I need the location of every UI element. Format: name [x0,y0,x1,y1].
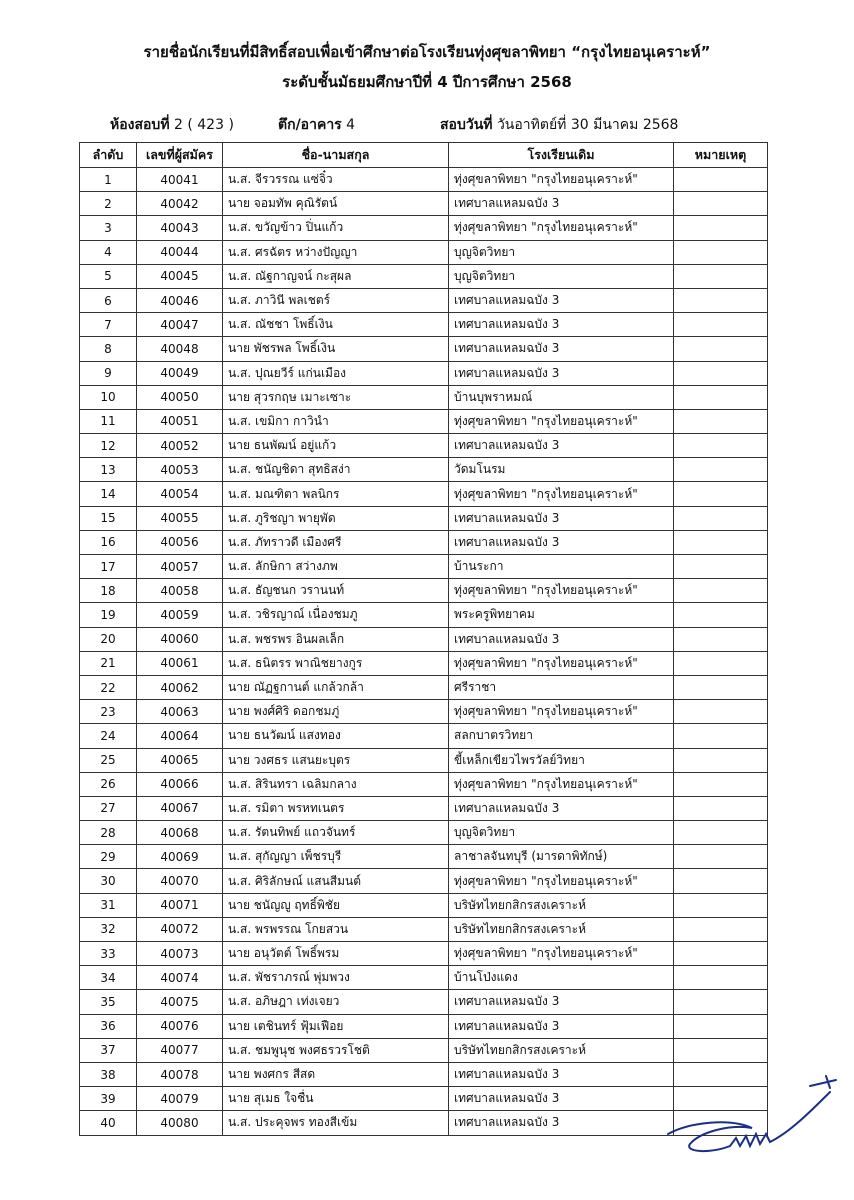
table-row [80,530,768,554]
row-order-cell: 27 [80,796,137,820]
row-full-name-cell: น.ส. ลักษิกา สว่างภพ [223,555,449,579]
row-remarks-cell [674,1014,768,1038]
row-remarks-cell [674,1038,768,1062]
table-body [80,168,768,1136]
row-applicant-id-cell: 40060 [137,627,223,651]
row-order-cell: 39 [80,1087,137,1111]
row-full-name-cell: นาย ณัฏฐกานต์ แกล้วกล้า [223,675,449,699]
row-applicant-id-cell: 40043 [137,216,223,240]
table-row [80,361,768,385]
row-applicant-id-cell: 40062 [137,675,223,699]
row-full-name-cell: น.ส. ภัทราวดี เมืองศรี [223,530,449,554]
row-remarks-cell [674,385,768,409]
row-previous-school-cell: ทุ่งศุขลาพิทยา "กรุงไทยอนุเคราะห์" [449,942,674,966]
row-applicant-id-cell: 40069 [137,845,223,869]
row-order-cell: 11 [80,409,137,433]
row-previous-school-cell: บ้านบุพราหมณ์ [449,385,674,409]
row-full-name-cell: น.ส. พรพรรณ โกยสวน [223,917,449,941]
signature-image [660,1072,840,1162]
table-row [80,869,768,893]
row-order-cell: 2 [80,192,137,216]
column-header-remarks: หมายเหตุ [674,143,768,168]
row-full-name-cell: นาย ธนวัฒน์ แสงทอง [223,724,449,748]
table-row [80,313,768,337]
exam-date-info [440,114,678,136]
table-header-row [80,143,768,168]
row-remarks-cell [674,216,768,240]
table-row [80,458,768,482]
row-full-name-cell: น.ส. รัตนทิพย์ แถวจันทร์ [223,821,449,845]
row-full-name-cell: นาย พัชรพล โพธิ์เงิน [223,337,449,361]
row-previous-school-cell: เทศบาลแหลมฉบัง 3 [449,192,674,216]
row-remarks-cell [674,555,768,579]
table-row [80,216,768,240]
row-previous-school-cell: ทุ่งศุขลาพิทยา "กรุงไทยอนุเคราะห์" [449,216,674,240]
row-order-cell: 40 [80,1111,137,1135]
row-previous-school-cell: เทศบาลแหลมฉบัง 3 [449,506,674,530]
table-row [80,627,768,651]
column-header-order: ลำดับ [80,143,137,168]
row-full-name-cell: น.ส. อภิษฎา เท่งเจยว [223,990,449,1014]
row-remarks-cell [674,627,768,651]
row-previous-school-cell: เทศบาลแหลมฉบัง 3 [449,361,674,385]
row-applicant-id-cell: 40073 [137,942,223,966]
exam-room-info [110,114,234,136]
row-previous-school-cell: ขี้เหล็กเขียวไพรวัลย์วิทยา [449,748,674,772]
row-full-name-cell: น.ส. ธนิตรร พาณิชยางกูร [223,651,449,675]
row-remarks-cell [674,893,768,917]
row-previous-school-cell: สลกบาตรวิทยา [449,724,674,748]
row-full-name-cell: นาย เตชินทร์ ฟุ้มเฟือย [223,1014,449,1038]
building-label: ตึก/อาคาร [278,117,342,133]
row-order-cell: 21 [80,651,137,675]
row-order-cell: 25 [80,748,137,772]
row-previous-school-cell: ทุ่งศุขลาพิทยา "กรุงไทยอนุเคราะห์" [449,482,674,506]
table-row [80,555,768,579]
row-applicant-id-cell: 40076 [137,1014,223,1038]
table-row [80,434,768,458]
row-applicant-id-cell: 40048 [137,337,223,361]
row-full-name-cell: นาย วงศธร แสนยะบุตร [223,748,449,772]
row-previous-school-cell: บุญจิตวิทยา [449,240,674,264]
row-previous-school-cell: เทศบาลแหลมฉบัง 3 [449,1014,674,1038]
row-order-cell: 23 [80,700,137,724]
row-order-cell: 5 [80,264,137,288]
table-row [80,675,768,699]
row-applicant-id-cell: 40068 [137,821,223,845]
row-remarks-cell [674,482,768,506]
row-order-cell: 22 [80,675,137,699]
row-applicant-id-cell: 40064 [137,724,223,748]
row-applicant-id-cell: 40045 [137,264,223,288]
row-applicant-id-cell: 40057 [137,555,223,579]
row-applicant-id-cell: 40072 [137,917,223,941]
table-row [80,579,768,603]
row-remarks-cell [674,675,768,699]
row-remarks-cell [674,192,768,216]
row-applicant-id-cell: 40071 [137,893,223,917]
row-full-name-cell: น.ส. พัชราภรณ์ พุ่มพวง [223,966,449,990]
row-previous-school-cell: ทุ่งศุขลาพิทยา "กรุงไทยอนุเคราะห์" [449,700,674,724]
row-order-cell: 29 [80,845,137,869]
row-previous-school-cell: เทศบาลแหลมฉบัง 3 [449,530,674,554]
row-previous-school-cell: เทศบาลแหลมฉบัง 3 [449,796,674,820]
row-order-cell: 31 [80,893,137,917]
row-order-cell: 15 [80,506,137,530]
table-row [80,385,768,409]
row-order-cell: 30 [80,869,137,893]
row-remarks-cell [674,724,768,748]
row-applicant-id-cell: 40066 [137,772,223,796]
row-previous-school-cell: บริษัทไทยกสิกรสงเคราะห์ [449,1038,674,1062]
row-applicant-id-cell: 40042 [137,192,223,216]
table-row [80,772,768,796]
row-remarks-cell [674,990,768,1014]
row-remarks-cell [674,651,768,675]
table-row [80,337,768,361]
table-row [80,700,768,724]
row-full-name-cell: น.ส. มณฑิตา พลนิกร [223,482,449,506]
row-order-cell: 10 [80,385,137,409]
row-full-name-cell: นาย จอมทัพ คุณิรัตน์ [223,192,449,216]
table-row [80,821,768,845]
row-remarks-cell [674,361,768,385]
row-previous-school-cell: เทศบาลแหลมฉบัง 3 [449,1087,674,1111]
row-order-cell: 33 [80,942,137,966]
row-applicant-id-cell: 40041 [137,168,223,192]
row-full-name-cell: น.ส. สิรินทรา เฉลิมกลาง [223,772,449,796]
row-remarks-cell [674,530,768,554]
row-remarks-cell [674,168,768,192]
row-remarks-cell [674,700,768,724]
table-row [80,845,768,869]
row-previous-school-cell: ศรีราชา [449,675,674,699]
row-previous-school-cell: พระครูพิทยาคม [449,603,674,627]
row-order-cell: 13 [80,458,137,482]
row-remarks-cell [674,337,768,361]
row-full-name-cell: น.ส. วชิรญาณ์ เนื่องชมภู [223,603,449,627]
row-order-cell: 20 [80,627,137,651]
row-applicant-id-cell: 40052 [137,434,223,458]
exam-room-label: ห้องสอบที่ [110,117,170,133]
row-applicant-id-cell: 40063 [137,700,223,724]
row-order-cell: 3 [80,216,137,240]
row-previous-school-cell: ทุ่งศุขลาพิทยา "กรุงไทยอนุเคราะห์" [449,651,674,675]
row-full-name-cell: นาย ชนัญญู ฤทธิ์พิชัย [223,893,449,917]
row-remarks-cell [674,869,768,893]
row-remarks-cell [674,821,768,845]
row-order-cell: 36 [80,1014,137,1038]
row-order-cell: 6 [80,288,137,312]
row-remarks-cell [674,845,768,869]
row-applicant-id-cell: 40079 [137,1087,223,1111]
row-applicant-id-cell: 40056 [137,530,223,554]
row-remarks-cell [674,264,768,288]
row-remarks-cell [674,772,768,796]
row-remarks-cell [674,917,768,941]
row-full-name-cell: นาย พงศกร สีสด [223,1062,449,1086]
row-applicant-id-cell: 40046 [137,288,223,312]
table-row [80,917,768,941]
row-order-cell: 26 [80,772,137,796]
row-full-name-cell: น.ส. ขวัญข้าว ปิ่นแก้ว [223,216,449,240]
row-applicant-id-cell: 40058 [137,579,223,603]
row-applicant-id-cell: 40080 [137,1111,223,1135]
row-applicant-id-cell: 40054 [137,482,223,506]
row-order-cell: 18 [80,579,137,603]
row-previous-school-cell: ลาชาลจันทบุรี (มารดาพิทักษ์) [449,845,674,869]
document-subtitle: ระดับชั้นมัธยมศึกษาปีที่ 4 ปีการศึกษา 2568 [282,73,572,91]
row-order-cell: 16 [80,530,137,554]
row-order-cell: 1 [80,168,137,192]
document-title: รายชื่อนักเรียนที่มีสิทธิ์สอบเพื่อเข้าศึกษาต่อโรงเรียนทุ่งศุขลาพิทยา “กรุงไทยอนุเคราะห์” [143,43,711,61]
row-previous-school-cell: เทศบาลแหลมฉบัง 3 [449,313,674,337]
row-order-cell: 38 [80,1062,137,1086]
row-previous-school-cell: เทศบาลแหลมฉบัง 3 [449,288,674,312]
row-order-cell: 17 [80,555,137,579]
row-order-cell: 37 [80,1038,137,1062]
column-header-previous-school: โรงเรียนเดิม [449,143,674,168]
row-order-cell: 8 [80,337,137,361]
table-row [80,168,768,192]
table-row [80,796,768,820]
row-remarks-cell [674,240,768,264]
row-applicant-id-cell: 40055 [137,506,223,530]
row-full-name-cell: นาย สุวรกฤษ เมาะเซาะ [223,385,449,409]
exam-date-value: วันอาทิตย์ที่ 30 มีนาคม 2568 [492,117,679,133]
row-remarks-cell [674,603,768,627]
exam-room-value: 2 ( 423 ) [169,117,234,133]
table-row [80,893,768,917]
row-full-name-cell: น.ส. ชมพูนุช พงศธรวรโชติ [223,1038,449,1062]
row-full-name-cell: นาย ธนพัฒน์ อยู่แก้ว [223,434,449,458]
row-previous-school-cell: ทุ่งศุขลาพิทยา "กรุงไทยอนุเคราะห์" [449,409,674,433]
exam-date-label: สอบวันที่ [440,117,493,133]
row-full-name-cell: นาย สุเมธ ใจชื่น [223,1087,449,1111]
row-applicant-id-cell: 40044 [137,240,223,264]
row-previous-school-cell: บริษัทไทยกสิกรสงเคราะห์ [449,917,674,941]
row-applicant-id-cell: 40051 [137,409,223,433]
row-previous-school-cell: ทุ่งศุขลาพิทยา "กรุงไทยอนุเคราะห์" [449,869,674,893]
row-order-cell: 14 [80,482,137,506]
row-order-cell: 24 [80,724,137,748]
row-full-name-cell: นาย พงศ์ศิริ ดอกชมภู่ [223,700,449,724]
row-full-name-cell: น.ส. ศิริลักษณ์ แสนสีมนต์ [223,869,449,893]
row-previous-school-cell: ทุ่งศุขลาพิทยา "กรุงไทยอนุเคราะห์" [449,579,674,603]
student-list-table [79,142,768,1136]
table-row [80,966,768,990]
row-full-name-cell: น.ส. ณัชชา โพธิ์เงิน [223,313,449,337]
row-order-cell: 19 [80,603,137,627]
row-remarks-cell [674,409,768,433]
row-previous-school-cell: ทุ่งศุขลาพิทยา "กรุงไทยอนุเคราะห์" [449,772,674,796]
row-full-name-cell: น.ส. รมิตา พรหทเนตร [223,796,449,820]
row-order-cell: 9 [80,361,137,385]
row-applicant-id-cell: 40075 [137,990,223,1014]
row-full-name-cell: น.ส. เขมิกา กาวินำ [223,409,449,433]
row-order-cell: 32 [80,917,137,941]
row-order-cell: 4 [80,240,137,264]
table-row [80,748,768,772]
row-applicant-id-cell: 40049 [137,361,223,385]
row-remarks-cell [674,506,768,530]
row-remarks-cell [674,579,768,603]
row-order-cell: 7 [80,313,137,337]
row-full-name-cell: น.ส. ชนัญชิดา สุทธิสง่า [223,458,449,482]
column-header-full-name: ชื่อ-นามสกุล [223,143,449,168]
row-previous-school-cell: เทศบาลแหลมฉบัง 3 [449,337,674,361]
row-full-name-cell: น.ส. ภาวินี พลเชตร์ [223,288,449,312]
row-previous-school-cell: วัดมโนรม [449,458,674,482]
row-remarks-cell [674,313,768,337]
table-row [80,1038,768,1062]
row-remarks-cell [674,434,768,458]
building-value: 4 [341,117,356,133]
row-applicant-id-cell: 40061 [137,651,223,675]
row-applicant-id-cell: 40059 [137,603,223,627]
table-row [80,1014,768,1038]
row-previous-school-cell: บุญจิตวิทยา [449,264,674,288]
row-remarks-cell [674,942,768,966]
row-remarks-cell [674,288,768,312]
row-order-cell: 35 [80,990,137,1014]
table-row [80,506,768,530]
row-full-name-cell: น.ส. ภูริชญา พายุพัด [223,506,449,530]
row-previous-school-cell: บ้านระกา [449,555,674,579]
table-row [80,264,768,288]
row-full-name-cell: น.ส. ศรฉัตร หว่างปัญญา [223,240,449,264]
row-applicant-id-cell: 40074 [137,966,223,990]
row-previous-school-cell: ทุ่งศุขลาพิทยา "กรุงไทยอนุเคราะห์" [449,168,674,192]
building-info [278,114,355,136]
row-applicant-id-cell: 40067 [137,796,223,820]
row-previous-school-cell: เทศบาลแหลมฉบัง 3 [449,627,674,651]
row-full-name-cell: น.ส. สุกัญญา เพ็ชรบุรี [223,845,449,869]
row-previous-school-cell: บ้านโป่งแดง [449,966,674,990]
row-full-name-cell: น.ส. พชรพร อินผลเล็ก [223,627,449,651]
table-row [80,942,768,966]
row-applicant-id-cell: 40065 [137,748,223,772]
table-row [80,603,768,627]
row-previous-school-cell: เทศบาลแหลมฉบัง 3 [449,1062,674,1086]
table-row [80,240,768,264]
row-remarks-cell [674,966,768,990]
row-full-name-cell: น.ส. ปุณยวีร์ แก่นเมือง [223,361,449,385]
table-row [80,651,768,675]
table-row [80,409,768,433]
row-applicant-id-cell: 40070 [137,869,223,893]
row-full-name-cell: น.ส. ประคุจพร ทองสีเข้ม [223,1111,449,1135]
row-previous-school-cell: เทศบาลแหลมฉบัง 3 [449,1111,674,1135]
row-applicant-id-cell: 40078 [137,1062,223,1086]
row-applicant-id-cell: 40050 [137,385,223,409]
row-previous-school-cell: บุญจิตวิทยา [449,821,674,845]
row-order-cell: 28 [80,821,137,845]
row-remarks-cell [674,458,768,482]
table-row [80,990,768,1014]
row-applicant-id-cell: 40047 [137,313,223,337]
row-previous-school-cell: เทศบาลแหลมฉบัง 3 [449,990,674,1014]
table-row [80,724,768,748]
row-applicant-id-cell: 40053 [137,458,223,482]
table-row [80,288,768,312]
row-remarks-cell [674,748,768,772]
row-full-name-cell: น.ส. ธัญชนก วรานนท์ [223,579,449,603]
row-previous-school-cell: บริษัทไทยกสิกรสงเคราะห์ [449,893,674,917]
row-full-name-cell: นาย อนุวัตต์ โพธิ์พรม [223,942,449,966]
row-full-name-cell: น.ส. ณัฐกาญจน์ กะสุผล [223,264,449,288]
row-full-name-cell: น.ส. จีรวรรณ แซ่จิ๋ว [223,168,449,192]
row-previous-school-cell: เทศบาลแหลมฉบัง 3 [449,434,674,458]
row-remarks-cell [674,796,768,820]
row-order-cell: 34 [80,966,137,990]
row-applicant-id-cell: 40077 [137,1038,223,1062]
table-row [80,482,768,506]
row-order-cell: 12 [80,434,137,458]
table-row [80,192,768,216]
column-header-applicant-id: เลขที่ผู้สมัคร [137,143,223,168]
